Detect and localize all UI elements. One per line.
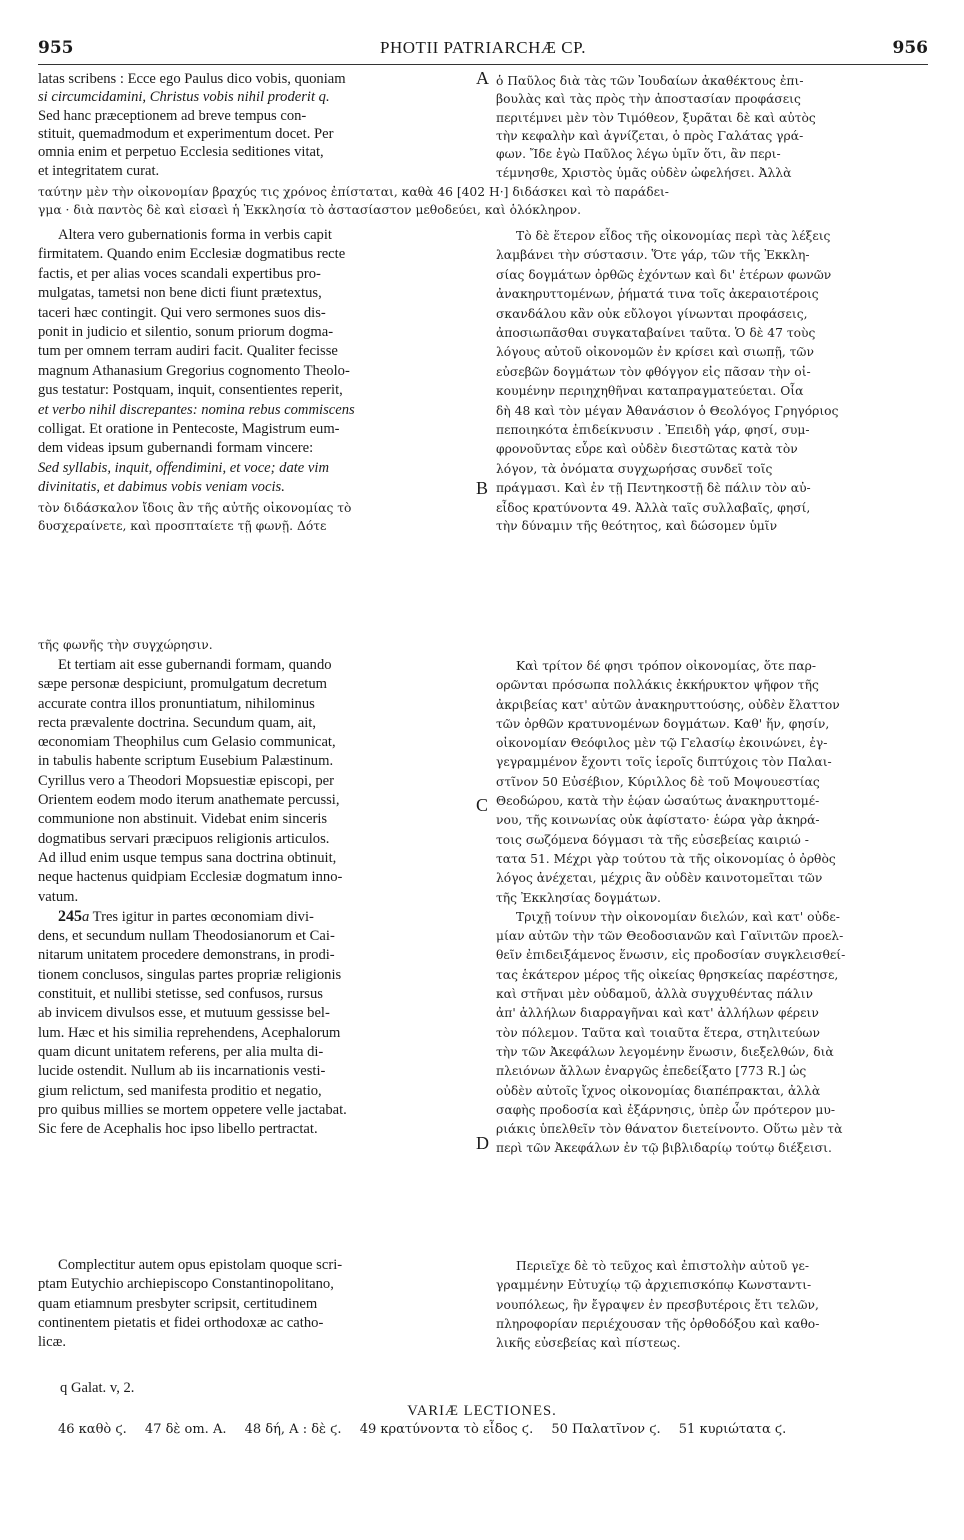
greek-line: νου, τῆς κοινωνίας οὐκ ἀφίστατο· ἑώρα γὰρ ἀκηρά-: [496, 813, 820, 828]
latin-line: ponit in judicio et silentio, sonum priorum dogma-: [38, 324, 334, 341]
greek-line: γεγραμμένον ἔχοντι τοῖς ἱεροῖς διπτύχοις τὸν Παλαι-: [496, 755, 832, 770]
latin-line: œconomiam Theophilus cum Gelasio communicat,: [38, 734, 336, 751]
greek-line: πεποιηκότα ἐπιδείκνυσιν . Ἐπειδὴ γάρ, φησί, συμ-: [496, 423, 810, 438]
latin-line: lucide ostendit. Nullum ab iis incarnationis vesti-: [38, 1063, 326, 1080]
latin-line: ab invicem divulsos esse, et mutuum gessisse bel-: [38, 1005, 330, 1022]
greek-line: ἀπ' ἀλλήλων διαρραγῆναι καὶ κατ' ἀλλήλων φέρειν: [496, 1006, 819, 1021]
greek-full-width-2: [38, 636, 928, 654]
greek-line: γραμμένην Εὐτυχίῳ τῷ ἀρχιεπισκόπῳ Κωνσταντι-: [496, 1278, 812, 1293]
greek-line: οὐδὲν αὐτοῖς ἴχνος οἰκονομίας διαπέπρακται, ἀλλὰ: [496, 1083, 821, 1098]
latin-line: recta prævalente doctrina. Secundum quam, ait,: [38, 714, 316, 731]
greek-column-mid: [496, 227, 928, 499]
greek-column-top: [496, 72, 928, 182]
page-number-right: 956: [892, 38, 928, 58]
greek-line: σίας δογμάτων ὀρθῶς ἐχόντων καὶ δι' ἑτέρων φωνῶν: [496, 267, 832, 282]
variant-reading: 48 δή, A : δὲ ϛ.: [244, 1422, 342, 1437]
latin-line: in tabulis habente scriptum Eusebium Palæstinum.: [38, 753, 334, 770]
greek-line: ὁ Παῦλος διὰ τὰς τῶν Ἰουδαίων ἀκαθέκτους ἐπι-: [496, 74, 804, 88]
latin-line: continentem pietatis et fidei orthodoxæ ac catho-: [38, 1314, 324, 1331]
margin-letter-d: D: [476, 1133, 489, 1153]
greek-line: ριάκις ὑπελθεῖν τὸν θάνατον διετείνοντο. Οὕτω μὲν τὰ: [496, 1122, 843, 1137]
greek-line: δυσχεραίνετε, καὶ προσπταίετε τῇ φωνῇ. Δότε: [38, 519, 327, 534]
greek-line: νουπόλεως, ἣν ἔγραψεν ἐν πρεσβυτέροις ἔτι τελῶν,: [496, 1297, 819, 1312]
latin-line: sæpe personæ despiciunt, promulgatum decretum: [38, 676, 327, 693]
latin-line: Cyrillus vero a Theodori Mopsuestiæ episcopi, per: [38, 772, 335, 789]
greek-line: κουμένην περιηχηθῆναι καταπραγματεύεται. Οἷα: [496, 384, 804, 399]
latin-line: et integritatem curat.: [38, 162, 160, 179]
greek-line: τὴν κεφαλὴν καὶ ἁγνίζεται, ὁ πρὸς Γαλάτας γρά-: [496, 129, 804, 144]
latin-line: licæ.: [38, 1334, 66, 1351]
greek-line: περὶ τῶν Ἀκεφάλων ἐν τῷ βιβλιδαρίῳ τούτῳ διέξεισι.: [496, 1141, 832, 1156]
latin-line: dogmatibus servari præcipuos religionis articulos.: [38, 830, 330, 847]
greek-line: εὐσεβῶν δογμάτων τὸν φθόγγον εἰς πᾶσαν τὴν οἰ-: [496, 364, 811, 379]
latin-footnote: q Galat. v, 2.: [60, 1380, 135, 1396]
section-letter: a: [82, 908, 90, 925]
greek-line: τῆς φωνῆς τὴν συγχώρησιν.: [38, 638, 213, 652]
greek-line: Θεοδώρου, κατὰ τὴν ἑῴαν ὡσαύτως ἀνακηρυττομέ-: [496, 794, 820, 809]
greek-line: εἶδος κρατύνοντα 49. Ἀλλὰ ταῖς συλλαβαῖς, φησί,: [496, 501, 811, 515]
greek-line: τας ἑκάτερον μέρος τῆς οἰκείας θρησκείας παρέστησε,: [496, 967, 839, 982]
latin-line: gus testatur: Postquam, inquit, consentientes reperit,: [38, 382, 343, 399]
latin-line: latas scribens : Ecce ego Paulus dico vobis, quoniam: [38, 71, 346, 87]
latin-line: constituit, et nullibi stetisse, sed confusos, rursus: [38, 986, 323, 1003]
greek-full-width-1: [38, 183, 928, 220]
greek-line: φων. Ἴδε ἐγὼ Παῦλος λέγω ὑμῖν ὅτι, ἂν περι-: [496, 147, 781, 162]
greek-line: καὶ στῆναι μὲν οὐδαμοῦ, ἀλλὰ συγχυθέντας πάλιν: [496, 987, 813, 1002]
greek-line: πλειόνων ἄλλων ἐναργῶς ἐπεδείξατο [773 R.] ὡς: [496, 1064, 807, 1079]
greek-line: λόγους αὐτοῦ οἰκονομῶν ἐν κρίσει καὶ σιωπῇ, τῶν: [496, 345, 814, 360]
latin-column-top: [38, 70, 470, 180]
greek-line: λόγος ἀνέχεται, μέχρις ἂν οὐδὲν καινοτομεῖται τῶν: [496, 871, 823, 886]
greek-column-low: [496, 657, 928, 1159]
greek-line: τῶν ὀρθῶν κρατυνομένων δογμάτων. Καθ' ἥν, φησίν,: [496, 716, 830, 731]
latin-line: mulgatas, tametsi non bene dicti fiunt prætextus,: [38, 285, 322, 302]
greek-line: λικῆς εὐσεβείας καὶ πίστεως.: [496, 1336, 681, 1351]
latin-line: colligat. Et oratione in Pentecoste, Magistrum eum-: [38, 421, 340, 438]
running-title: PHOTII PATRIARCHÆ CP.: [380, 38, 586, 57]
greek-line: Περιεῖχε δὲ τὸ τεῦχος καὶ ἐπιστολὴν αὐτοῦ γε-: [516, 1259, 810, 1273]
greek-line: τῆς Ἐκκλησίας δογμάτων.: [496, 890, 661, 905]
latin-line: si circumcidamini, Christus vobis nihil proderit q.: [38, 89, 330, 106]
greek-split-left: [38, 499, 470, 536]
greek-line: περιτέμνει μὲν τὸν Τιμόθεον, ξυρᾶται δὲ καὶ αὐτὸς: [496, 110, 816, 125]
latin-line: tionem conclusos, singulas partes propriæ religionis: [38, 966, 342, 983]
variant-reading: 47 δὲ om. A.: [144, 1422, 227, 1437]
greek-line: δὴ 48 καὶ τὸν μέγαν Ἀθανάσιον ὁ Θεολόγος Γρηγόριος: [496, 403, 839, 418]
latin-line: et verbo nihil discrepantes: nomina rebus commiscens: [38, 401, 355, 418]
greek-line: ταύτην μὲν τὴν οἰκονομίαν βραχύς τις χρόνος ἐπίσταται, καθὰ 46 [402 H·] διδάσκει καὶ τὸ παράδει-: [38, 185, 669, 199]
latin-line: Sed hanc præceptionem ad breve tempus con-: [38, 107, 307, 124]
section-245-first-line: 245a Tres igitur in partes œconomiam divi-: [58, 907, 314, 925]
latin-line: divinitatis, et dabimus vobis veniam vocis.: [38, 479, 285, 496]
greek-line: τὸν πόλεμον. Ταῦτα καὶ τοιαῦτα ἕτερα, στηλιτεύων: [496, 1025, 820, 1040]
latin-line: Sed syllabis, inquit, offendimini, et voce; date vim: [38, 459, 329, 476]
latin-line: Sic fere de Acephalis hoc ipso libello pertractat.: [38, 1121, 318, 1138]
greek-line: πληροφορίαν περιέχουσαν τῆς ὀρθοδόξου καὶ καθο-: [496, 1316, 820, 1331]
latin-line: Ad illud enim usque tempus sana doctrina obtinuit,: [38, 849, 337, 866]
greek-line: ἀποσιωπᾶσθαι συγκαταβαίνει ταῦτα. Ὁ δὲ 47 τοὺς: [496, 326, 816, 341]
latin-column-end: [38, 1256, 470, 1352]
greek-line: τὴν τῶν Ἀκεφάλων λεγομένην ἕνωσιν, διεξελθών, διὰ: [496, 1044, 834, 1059]
section-number: 245: [58, 907, 82, 925]
latin-line: Et tertiam ait esse gubernandi formam, quando: [58, 657, 332, 673]
greek-line: Τὸ δὲ ἕτερον εἶδος τῆς οἰκονομίας περὶ τὰς λέξεις: [516, 229, 831, 243]
greek-line: ἀνακηρυττομένων, ῥήματά τινα τοῖς ἀκεραιοτέροις: [496, 287, 819, 302]
margin-letter-c: C: [476, 795, 489, 815]
variae-lectiones-title: VARIÆ LECTIONES.: [407, 1403, 557, 1419]
latin-line: stituit, quemadmodum et experimentum docet. Per: [38, 126, 334, 143]
greek-line: Καὶ τρίτον δέ φησι τρόπον οἰκονομίας, ὅτε παρ-: [516, 659, 817, 673]
variant-reading: 46 καθὸ ϛ.: [58, 1422, 127, 1437]
margin-letter-b: B: [476, 478, 489, 498]
greek-line: τοις σωζόμενα δόγμασι τὰ τῆς εὐσεβείας καιριώ -: [496, 832, 809, 847]
latin-line: firmitatem. Quando enim Ecclesiæ dogmatibus recte: [38, 246, 346, 263]
latin-line: dem videas ipsum gubernandi formam vincere:: [38, 440, 314, 457]
greek-line: στῖνον 50 Εὐσέβιον, Κύριλλος δὲ τοῦ Μοψουεστίας: [496, 774, 820, 789]
latin-line: dens, et secundum nullam Theodosianorum et Cai-: [38, 928, 335, 945]
latin-line: lum. Hæc et his similia reprehendens, Acephalorum: [38, 1024, 341, 1041]
variae-lectiones: [58, 1422, 938, 1437]
greek-line: γμα · διὰ παντὸς δὲ καὶ εἰσαεὶ ἡ Ἐκκλησία τὸ ἀστασίαστον μεθοδεύει, καὶ ὁλόκληρον.: [38, 203, 582, 218]
variant-reading: 50 Παλατῖνον ϛ.: [551, 1422, 661, 1437]
page-number-left: 955: [38, 38, 74, 58]
greek-line: ορῶνται πρόσωπα πολλάκις ἐκκήρυκτον ψῆφον τῆς: [496, 678, 819, 693]
greek-line: μίαν αὐτῶν τὴν τῶν Θεοδοσιανῶν καὶ Γαϊνιτῶν προελ-: [496, 929, 844, 944]
variant-reading: 49 κρατύνοντα τὸ εἶδος ϛ.: [359, 1422, 534, 1437]
greek-line: ἀκριβείας κατ' αὐτῶν ἀνακηρυττούσης, οὐδὲν ἔλαττον: [496, 697, 840, 712]
latin-line: Complectitur autem opus epistolam quoque scri-: [58, 1257, 343, 1273]
latin-line: Altera vero gubernationis forma in verbis capit: [58, 227, 332, 243]
latin-line: accurate contra illos pronuntiatum, nihilominus: [38, 695, 315, 712]
variant-reading: 51 κυριώτατα ϛ.: [678, 1422, 787, 1437]
greek-line: τὸν διδάσκαλον ἴδοις ἂν τῆς αὐτῆς οἰκονομίας τὸ: [38, 501, 352, 515]
greek-line: σκανδάλου κἂν οὐκ εὔλογοι γίνωνται προφάσεις,: [496, 306, 808, 321]
greek-line: θεῖν ἐπιδειξάμενος ἕνωσιν, εἰς προδοσίαν συγκλεισθεί-: [496, 948, 846, 963]
greek-line: φρονοῦντας εὗρε καὶ οὐδὲν διεστῶτας κατὰ τὸν: [496, 442, 798, 457]
latin-column-mid: [38, 226, 470, 498]
latin-line: pro quibus millies se mortem oppetere velle jactabat.: [38, 1101, 347, 1118]
latin-line: nitarum unitatem procedere demonstrans, in prodi-: [38, 947, 335, 964]
latin-line: gium relictum, sed manifesta proditio et negatio,: [38, 1082, 322, 1099]
latin-line: magnum Athanasium Gregorius cognomento Theolo-: [38, 362, 350, 379]
latin-line: tum per omnem terram audiri facit. Qualiter fecisse: [38, 343, 338, 360]
running-header: [38, 38, 928, 65]
greek-line: σαφὴς προδοσία καὶ ἐξάρνησις, ὑπὲρ ὧν πρότερον μυ-: [496, 1102, 836, 1117]
latin-line: Orientem eodem modo iterum anathemate percussi,: [38, 792, 340, 809]
latin-line: taceri hæc contingit. Qui vero sermones suos dis-: [38, 304, 326, 321]
greek-line: τέμνησθε, Χριστὸς ὑμᾶς οὐδὲν ὠφελήσει. Ἀλλὰ: [496, 165, 792, 180]
greek-line: Τριχῇ τοίνυν τὴν οἰκονομίαν διελών, καὶ κατ' οὐδε-: [516, 909, 840, 924]
greek-column-end: [496, 1257, 928, 1353]
latin-column-low: [38, 656, 470, 1139]
greek-line: οἰκονομίαν Θεόφιλος μὲν τῷ Γελασίῳ ἐκοινώνει, ἐγ-: [496, 736, 828, 751]
greek-line: πράγμασι. Καὶ ἐν τῇ Πεντηκοστῇ δὲ πάλιν τὸν αὐ-: [496, 481, 811, 496]
greek-split-right: [496, 499, 928, 536]
margin-letter-a: A: [476, 68, 489, 88]
latin-line: communione non abstinuit. Videbat enim sinceris: [38, 811, 328, 828]
greek-line: λαμβάνει τὴν σύστασιν. Ὅτε γάρ, τῶν τῆς Ἐκκλη-: [496, 248, 810, 263]
greek-line: τατα 51. Μέχρι γὰρ τούτου τὰ τῆς οἰκονομίας ὁ ὀρθὸς: [496, 851, 836, 866]
greek-line: τὴν δύναμιν τῆς θεότητος, καὶ δώσομεν ὑμῖν: [496, 519, 778, 534]
latin-line: ptam Eutychio archiepiscopo Constantinopolitano,: [38, 1276, 334, 1293]
greek-line: βουλὰς καὶ τὰς πρὸς τὴν ἀποστασίαν προφάσεις: [496, 92, 801, 107]
latin-line: quam etiamnum presbyter scripsit, certitudinem: [38, 1295, 318, 1312]
latin-line: omnia enim et perpetuo Ecclesia seditiones vitat,: [38, 144, 324, 161]
latin-line: quam dicunt unitatem referens, per alia multa di-: [38, 1043, 324, 1060]
greek-line: λόγον, τὰ ὀνόματα συγχωρήσας συνδεῖ τοῖς: [496, 461, 773, 476]
latin-line: factis, et per alias voces scandali expertibus pro-: [38, 265, 321, 282]
latin-line: neque hactenus quidpiam Ecclesiæ dogmatum inno-: [38, 869, 343, 886]
latin-line: vatum.: [38, 888, 79, 905]
